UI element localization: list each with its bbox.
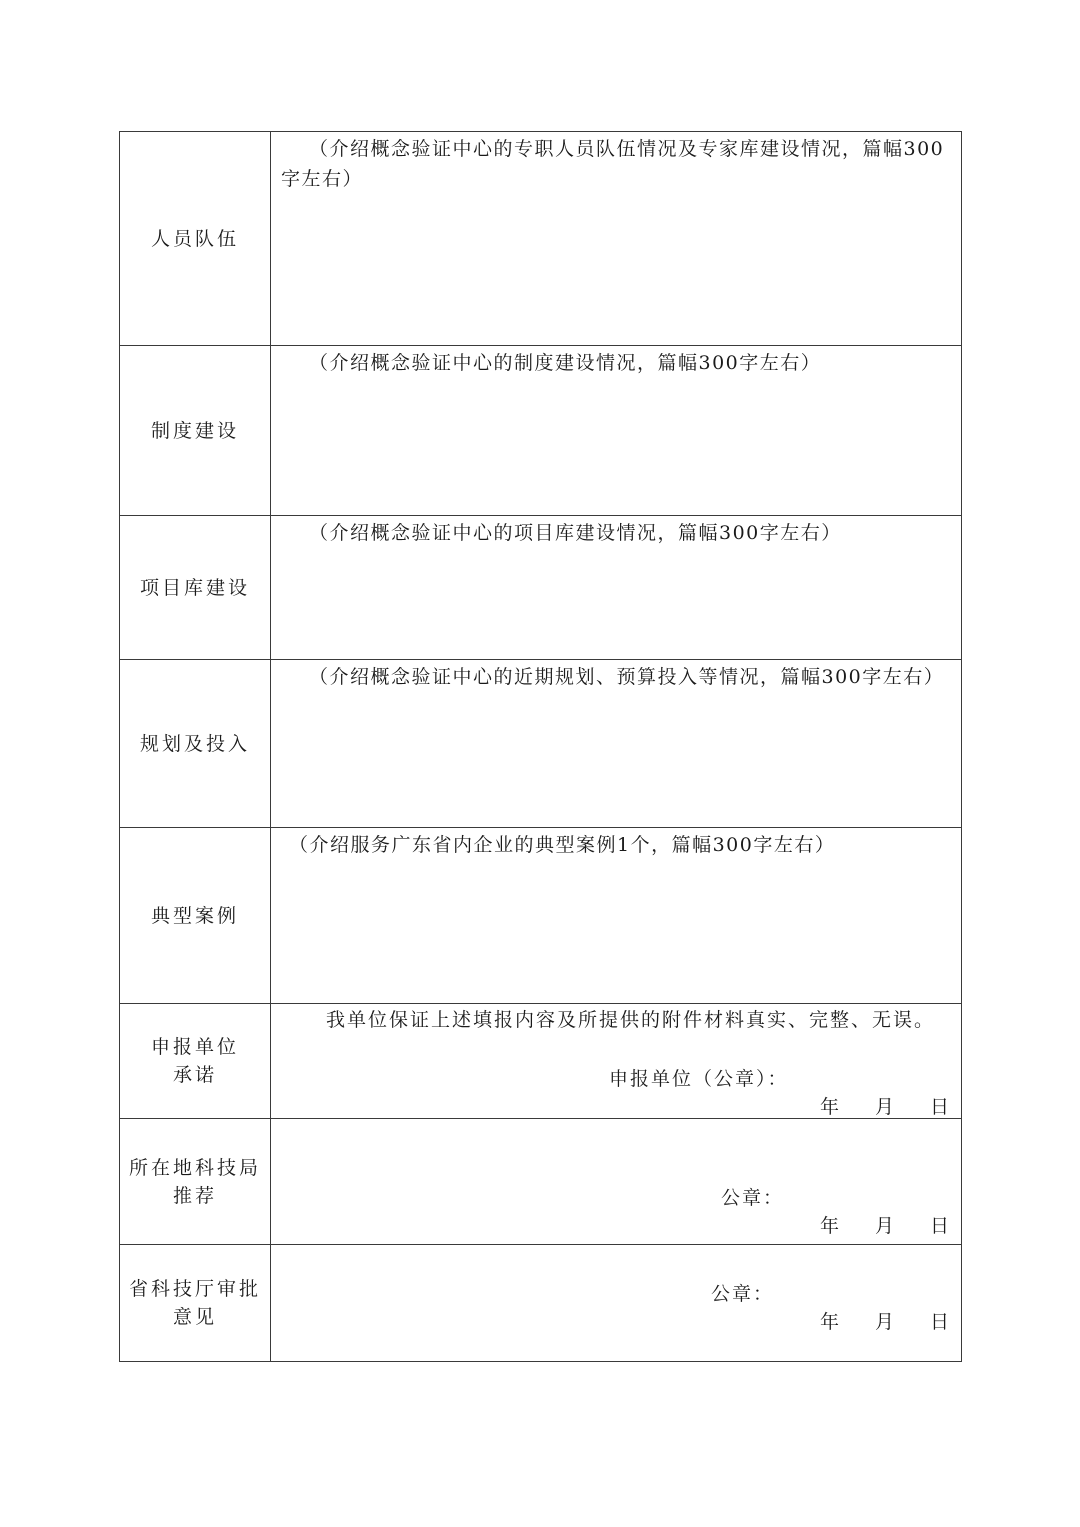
label-local-bureau-line2: 推荐 (172, 1184, 217, 1207)
label-project-pool-text: 项目库建设 (139, 576, 250, 599)
row-staff (120, 132, 962, 346)
provincial-dept-seal: 公章： (711, 1283, 775, 1305)
label-provincial-dept-line1: 省科技厅审批 (128, 1278, 261, 1300)
label-planning (120, 660, 271, 828)
label-commitment (120, 1004, 271, 1119)
row-commitment (120, 1004, 962, 1119)
row-project-pool (120, 516, 962, 660)
label-staff (120, 132, 271, 346)
local-bureau-month: 月 (874, 1215, 894, 1237)
row-system (120, 346, 962, 516)
label-planning-text: 规划及投入 (139, 732, 250, 755)
label-system-text: 制度建设 (150, 419, 239, 442)
hint-project-pool: （介绍概念验证中心的项目库建设情况，篇幅300字左右） (309, 522, 842, 544)
label-commitment-line1: 申报单位 (150, 1036, 239, 1058)
local-bureau-date (820, 1211, 949, 1238)
commitment-month: 月 (874, 1096, 894, 1118)
content-commitment[interactable] (271, 1004, 962, 1119)
content-staff[interactable] (271, 132, 962, 346)
provincial-dept-date (820, 1307, 949, 1334)
label-system (120, 346, 271, 516)
row-planning (120, 660, 962, 828)
label-provincial-dept (120, 1245, 271, 1362)
commitment-day: 日 (929, 1096, 949, 1118)
label-local-bureau-line1: 所在地科技局 (128, 1156, 261, 1179)
row-local-bureau (120, 1119, 962, 1245)
content-system[interactable] (271, 346, 962, 516)
application-form-table (119, 131, 962, 1362)
provincial-dept-day: 日 (929, 1311, 949, 1333)
content-planning[interactable] (271, 660, 962, 828)
content-provincial-dept[interactable] (271, 1245, 962, 1362)
provincial-dept-year: 年 (819, 1311, 839, 1333)
provincial-dept-month: 月 (874, 1311, 894, 1333)
label-project-pool (120, 516, 271, 660)
local-bureau-seal: 公章： (721, 1187, 785, 1209)
local-bureau-day: 日 (929, 1215, 949, 1237)
label-commitment-line2: 承诺 (172, 1064, 217, 1086)
label-case (120, 828, 271, 1004)
content-local-bureau[interactable] (271, 1119, 962, 1245)
local-bureau-year: 年 (819, 1215, 839, 1237)
row-provincial-dept (120, 1245, 962, 1362)
content-project-pool[interactable] (271, 516, 962, 660)
label-provincial-dept-line2: 意见 (172, 1306, 217, 1328)
label-staff-text: 人员队伍 (150, 227, 239, 250)
label-local-bureau (120, 1119, 271, 1245)
hint-staff: （介绍概念验证中心的专职人员队伍情况及专家库建设情况，篇幅300字左右） (281, 138, 945, 190)
row-case (120, 828, 962, 1004)
hint-system: （介绍概念验证中心的制度建设情况，篇幅300字左右） (309, 352, 822, 374)
content-case[interactable] (271, 828, 962, 1004)
commitment-date (820, 1092, 949, 1119)
hint-case: （介绍服务广东省内企业的典型案例1个，篇幅300字左右） (289, 834, 836, 856)
commitment-year: 年 (819, 1096, 839, 1118)
commitment-pledge: 我单位保证上述填报内容及所提供的附件材料真实、完整、无误。 (326, 1009, 936, 1031)
label-case-text: 典型案例 (150, 904, 239, 927)
commitment-seal: 申报单位（公章）： (609, 1068, 789, 1090)
hint-planning: （介绍概念验证中心的近期规划、预算投入等情况，篇幅300字左右） (309, 666, 945, 688)
